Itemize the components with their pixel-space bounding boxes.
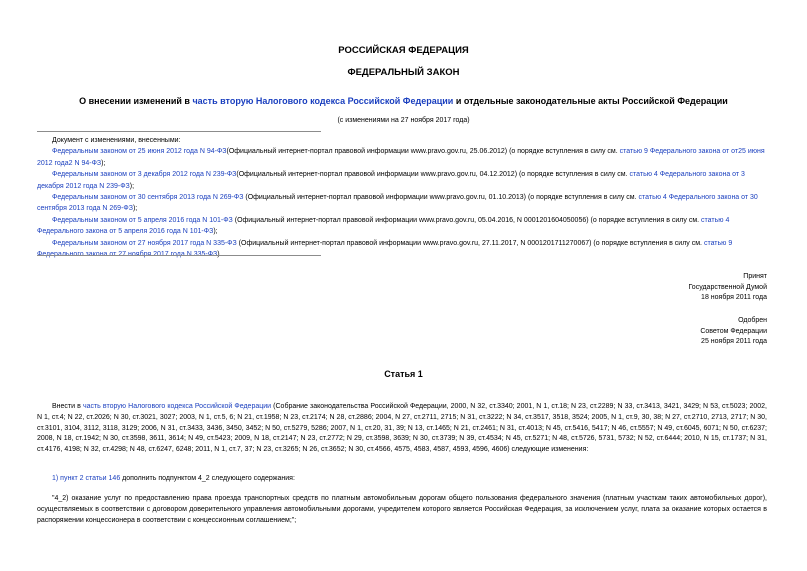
bottom-divider <box>37 255 321 256</box>
change-text: (Официальный интернет-портал правовой информации www.pravo.gov.ru, 25.06.2012) (о порядке вступления в силу см. <box>226 148 620 156</box>
change-tail: ); <box>129 182 135 190</box>
change-article-link[interactable]: статью 4 Федерального закона от 3 декабря 2012 года N 239-ФЗ <box>37 171 745 190</box>
change-item <box>37 146 767 169</box>
article-paragraph-quote: "4_2) оказание услуг по предоставлению права проезда транспортных средств по платным автомобильным дорогам общего пользования федерального значения (платным участкам таких автомобильных дорог), осуществляемых в соответствии с договором доверительного управления автомобильными дорогами, учредителем которого является Российская Федерация, за исключением услуг, плата за оказание которых остается в распоряжении концессионера в соответствии с концессионным соглашением;"; <box>37 495 767 524</box>
item-number-link[interactable]: 1) <box>52 475 61 482</box>
change-text: (Официальный интернет-портал правовой информации www.pravo.gov.ru, 27.11.2017, N 0001201711270067) (о порядке вступления в силу см. <box>236 239 704 247</box>
article-title: Статья 1 <box>384 369 423 379</box>
adopted-line: Принят <box>743 273 767 280</box>
change-item <box>37 215 767 238</box>
approved-date: 25 ноября 2011 года <box>701 338 767 345</box>
article-paragraph-item-1 <box>37 474 767 485</box>
change-tail: ); <box>132 205 138 213</box>
title-text-before: О внесении изменений в <box>79 96 193 106</box>
change-article-link[interactable]: статью 9 Федерального закона от от25 июня 2012 года2 N 94-ФЗ <box>37 148 765 167</box>
change-article-link[interactable]: статью 4 Федерального закона от 30 сентября 2013 года N 269-ФЗ <box>37 194 758 213</box>
country-heading: РОССИЙСКАЯ ФЕДЕРАЦИЯ <box>338 45 469 56</box>
change-text: (Официальный интернет-портал правовой информации www.pravo.gov.ru, 05.04.2016, N 0001201604050056) (о порядке вступления в силу см. <box>232 216 702 224</box>
change-item <box>37 192 767 215</box>
approved-body: Советом Федерации <box>700 327 767 335</box>
change-text: (Официальный интернет-портал правовой информации www.pravo.gov.ru, 01.10.2013) (о порядке вступления в силу см. <box>243 194 639 202</box>
article-146-link[interactable]: пункт 2 статьи 146 <box>60 475 121 482</box>
change-law-link[interactable]: Федеральным законом от 5 апреля 2016 года N 101-ФЗ <box>52 216 233 224</box>
change-law-link[interactable]: Федеральным законом от 30 сентября 2013 года N 269-ФЗ <box>52 194 244 202</box>
article-paragraph-intro <box>37 402 767 456</box>
approved-line: Одобрен <box>738 317 767 324</box>
document-type-heading: ФЕДЕРАЛЬНЫЙ ЗАКОН <box>347 67 460 78</box>
change-text: (Официальный интернет-портал правовой информации www.pravo.gov.ru, 04.12.2012) (о порядке вступления в силу см. <box>236 171 630 179</box>
top-divider <box>37 131 321 132</box>
change-tail: ); <box>213 228 218 236</box>
approved-block <box>700 316 767 348</box>
change-tail: ); <box>101 159 106 167</box>
adopted-block <box>688 272 767 304</box>
document-title <box>0 96 807 106</box>
change-item <box>37 238 767 261</box>
change-article-link[interactable]: статью 9 <box>703 239 733 247</box>
paragraph-text: Внести в <box>52 403 83 410</box>
paragraph-text: (Собрание законодательства Российской Федерации, 2000, N 32, ст.3340; 2001, N 1, ст.18; N 23, ст.2289; N 33, ст.3413, 3421, 3429; N 53, ст.5023; 2002, N 1, ст.4; N 22, ст.2026; N 30, ст.3021, 3027; 2003, N 1, ст.5, 6; N 21, ст.1958; N 23, ст.2174; N 28, ст.2886; 2004, N 27, ст.2711, 2715; N 31, ст.3222; N 34, ст.3517, 3518, 3524; 2005, N 1, ст.9, 30, 38; N 27, ст.2710, 2713, 2717; N 30, ст.3101, 3104, 3112, 3118, 3129; 2006, N 31, ст.3433, 3436, 3450, 3452; N 50, ст.5279, 5286; 2007, N 1, ст.20, 31, 39; N 13, ст.1465; N 21, ст.2461; N 31, ст.4013; N 45, ст.5416, 5417; N 46, ст.5557; N 49, ст.6045, 6071; N 50, ст.6237; 2008, N 18, ст.1942; N 30, ст.3598, 3611, 3614; N 49, ст.5423; 2009, N 18, ст.2147; N 23, ст.2772; N 29, ст.3598, 3639; N 30, ст.3739; N 39, ст.4534; N 45, ст.5271; N 48, ст.5726, 5731, 5732; N 52, ст.6444; 2010, N 15, ст.1737; N 31, ст.4176, 4198; N 32, ст.4298; N 48, ст.6247, 6248; 2011, N 1, ст.7, 37; N 23, ст.3265; N 26, ст.3652; N 30, ст.4566, 4575, 4583, 4587, 4593, 4596, 4606) следующие изменения: <box>37 403 767 454</box>
changes-block <box>37 135 767 260</box>
title-text-after: и отдельные законодательные акты Российской Федерации <box>453 96 728 106</box>
change-law-link[interactable]: Федеральным законом от 25 июня 2012 года N 94-ФЗ <box>52 148 227 156</box>
changes-title: Документ с изменениями, внесенными: <box>52 137 181 144</box>
change-article-link[interactable]: статью 4 Федерального закона от 5 апреля 2016 года N 101-ФЗ <box>37 216 730 236</box>
change-law-link[interactable]: Федеральным законом от 27 ноября 2017 года N 335-ФЗ <box>52 239 237 247</box>
title-link-tax-code[interactable]: часть вторую Налогового кодекса Российской Федерации <box>192 96 454 106</box>
change-law-link[interactable]: Федеральным законом от 3 декабря 2012 года N 239-ФЗ <box>52 171 237 179</box>
change-item <box>37 169 767 192</box>
revision-note: (с изменениями на 27 ноября 2017 года) <box>337 117 470 124</box>
adopted-body: Государственной Думой <box>688 283 767 291</box>
paragraph-text: дополнить подпунктом 4_2 следующего содержания: <box>120 475 295 482</box>
tax-code-link[interactable]: часть вторую Налогового кодекса Российской Федерации <box>82 403 272 410</box>
adopted-date: 18 ноября 2011 года <box>701 294 767 301</box>
